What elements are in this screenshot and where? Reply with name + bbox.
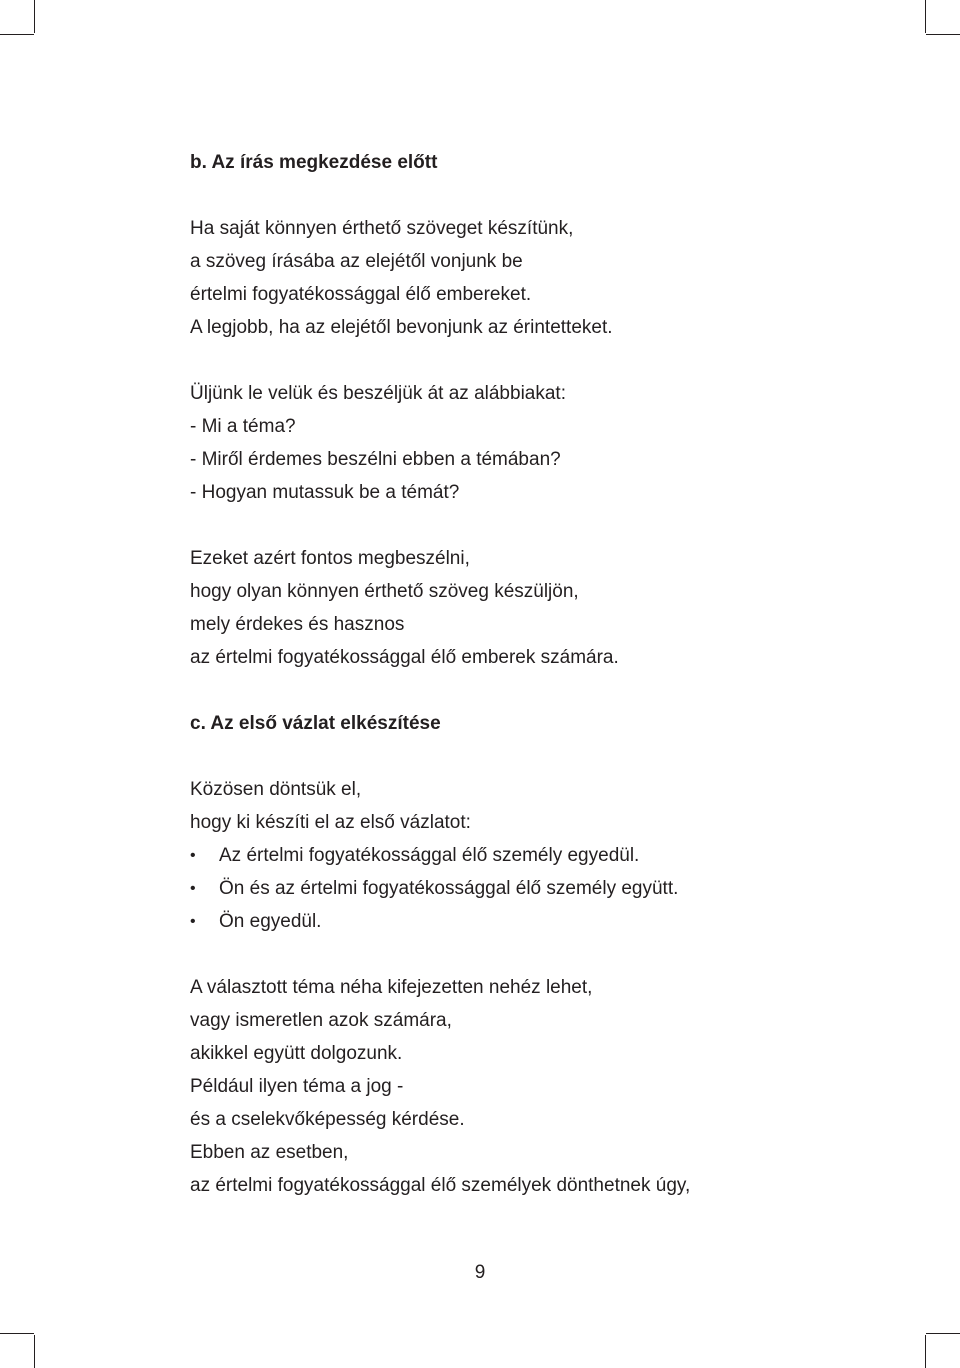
question-item: - Mi a téma? (190, 416, 296, 437)
text-line: az értelmi fogyatékossággal élő személyek dönthetnek úgy, (190, 1175, 691, 1196)
section-b-paragraph-2 (190, 377, 890, 509)
list-item (190, 872, 890, 905)
spacer (190, 344, 890, 377)
list-item-text: Ön és az értelmi fogyatékossággal élő személy együtt. (219, 878, 679, 899)
crop-mark-top-right-horizontal (926, 34, 960, 35)
text-line: Ha saját könnyen érthető szöveget készítünk, (190, 218, 574, 239)
list-item-text: Ön egyedül. (219, 911, 322, 932)
crop-mark-bottom-right-vertical (925, 1335, 926, 1368)
section-b-paragraph-3 (190, 542, 890, 674)
crop-mark-bottom-left-horizontal (0, 1333, 34, 1334)
text-line: Közösen döntsük el, (190, 779, 362, 800)
spacer (190, 509, 890, 542)
section-b-paragraph-1 (190, 212, 890, 344)
section-c-intro (190, 773, 890, 839)
spacer (190, 674, 890, 707)
list-item (190, 905, 890, 938)
crop-mark-top-right-vertical (925, 0, 926, 33)
section-c-heading: c. Az első vázlat elkészítése (190, 713, 441, 734)
crop-mark-top-left-vertical (34, 0, 35, 33)
question-item: - Miről érdemes beszélni ebben a témában? (190, 449, 561, 470)
text-line: és a cselekvőképesség kérdése. (190, 1109, 465, 1130)
text-line: az értelmi fogyatékossággal élő emberek számára. (190, 647, 619, 668)
text-line: A választott téma néha kifejezetten nehéz lehet, (190, 977, 593, 998)
bullet-icon: • (190, 847, 196, 864)
spacer (190, 740, 890, 773)
text-line: vagy ismeretlen azok számára, (190, 1010, 452, 1031)
page-number: 9 (474, 1262, 486, 1283)
crop-mark-bottom-left-vertical (34, 1335, 35, 1368)
section-c-paragraph (190, 971, 890, 1202)
bullet-icon: • (190, 913, 196, 930)
text-line: Üljünk le velük és beszéljük át az alábbiakat: (190, 383, 566, 404)
bullet-list (190, 839, 890, 938)
section-b-heading: b. Az írás megkezdése előtt (190, 152, 438, 173)
text-line: hogy ki készíti el az első vázlatot: (190, 812, 471, 833)
text-line: Például ilyen téma a jog - (190, 1076, 404, 1097)
crop-mark-top-left-horizontal (0, 34, 34, 35)
text-line: akikkel együtt dolgozunk. (190, 1043, 403, 1064)
text-line: értelmi fogyatékossággal élő embereket. (190, 284, 532, 305)
list-item (190, 839, 890, 872)
spacer (190, 938, 890, 971)
text-line: a szöveg írásába az elejétől vonjunk be (190, 251, 523, 272)
text-line: Ezeket azért fontos megbeszélni, (190, 548, 470, 569)
page-content (190, 146, 890, 1202)
question-item: - Hogyan mutassuk be a témát? (190, 482, 460, 503)
spacer (190, 179, 890, 212)
bullet-icon: • (190, 880, 196, 897)
text-line: Ebben az esetben, (190, 1142, 349, 1163)
text-line: A legjobb, ha az elejétől bevonjunk az érintetteket. (190, 317, 613, 338)
text-line: hogy olyan könnyen érthető szöveg készüljön, (190, 581, 579, 602)
text-line: mely érdekes és hasznos (190, 614, 405, 635)
list-item-text: Az értelmi fogyatékossággal élő személy egyedül. (219, 845, 640, 866)
crop-mark-bottom-right-horizontal (926, 1333, 960, 1334)
